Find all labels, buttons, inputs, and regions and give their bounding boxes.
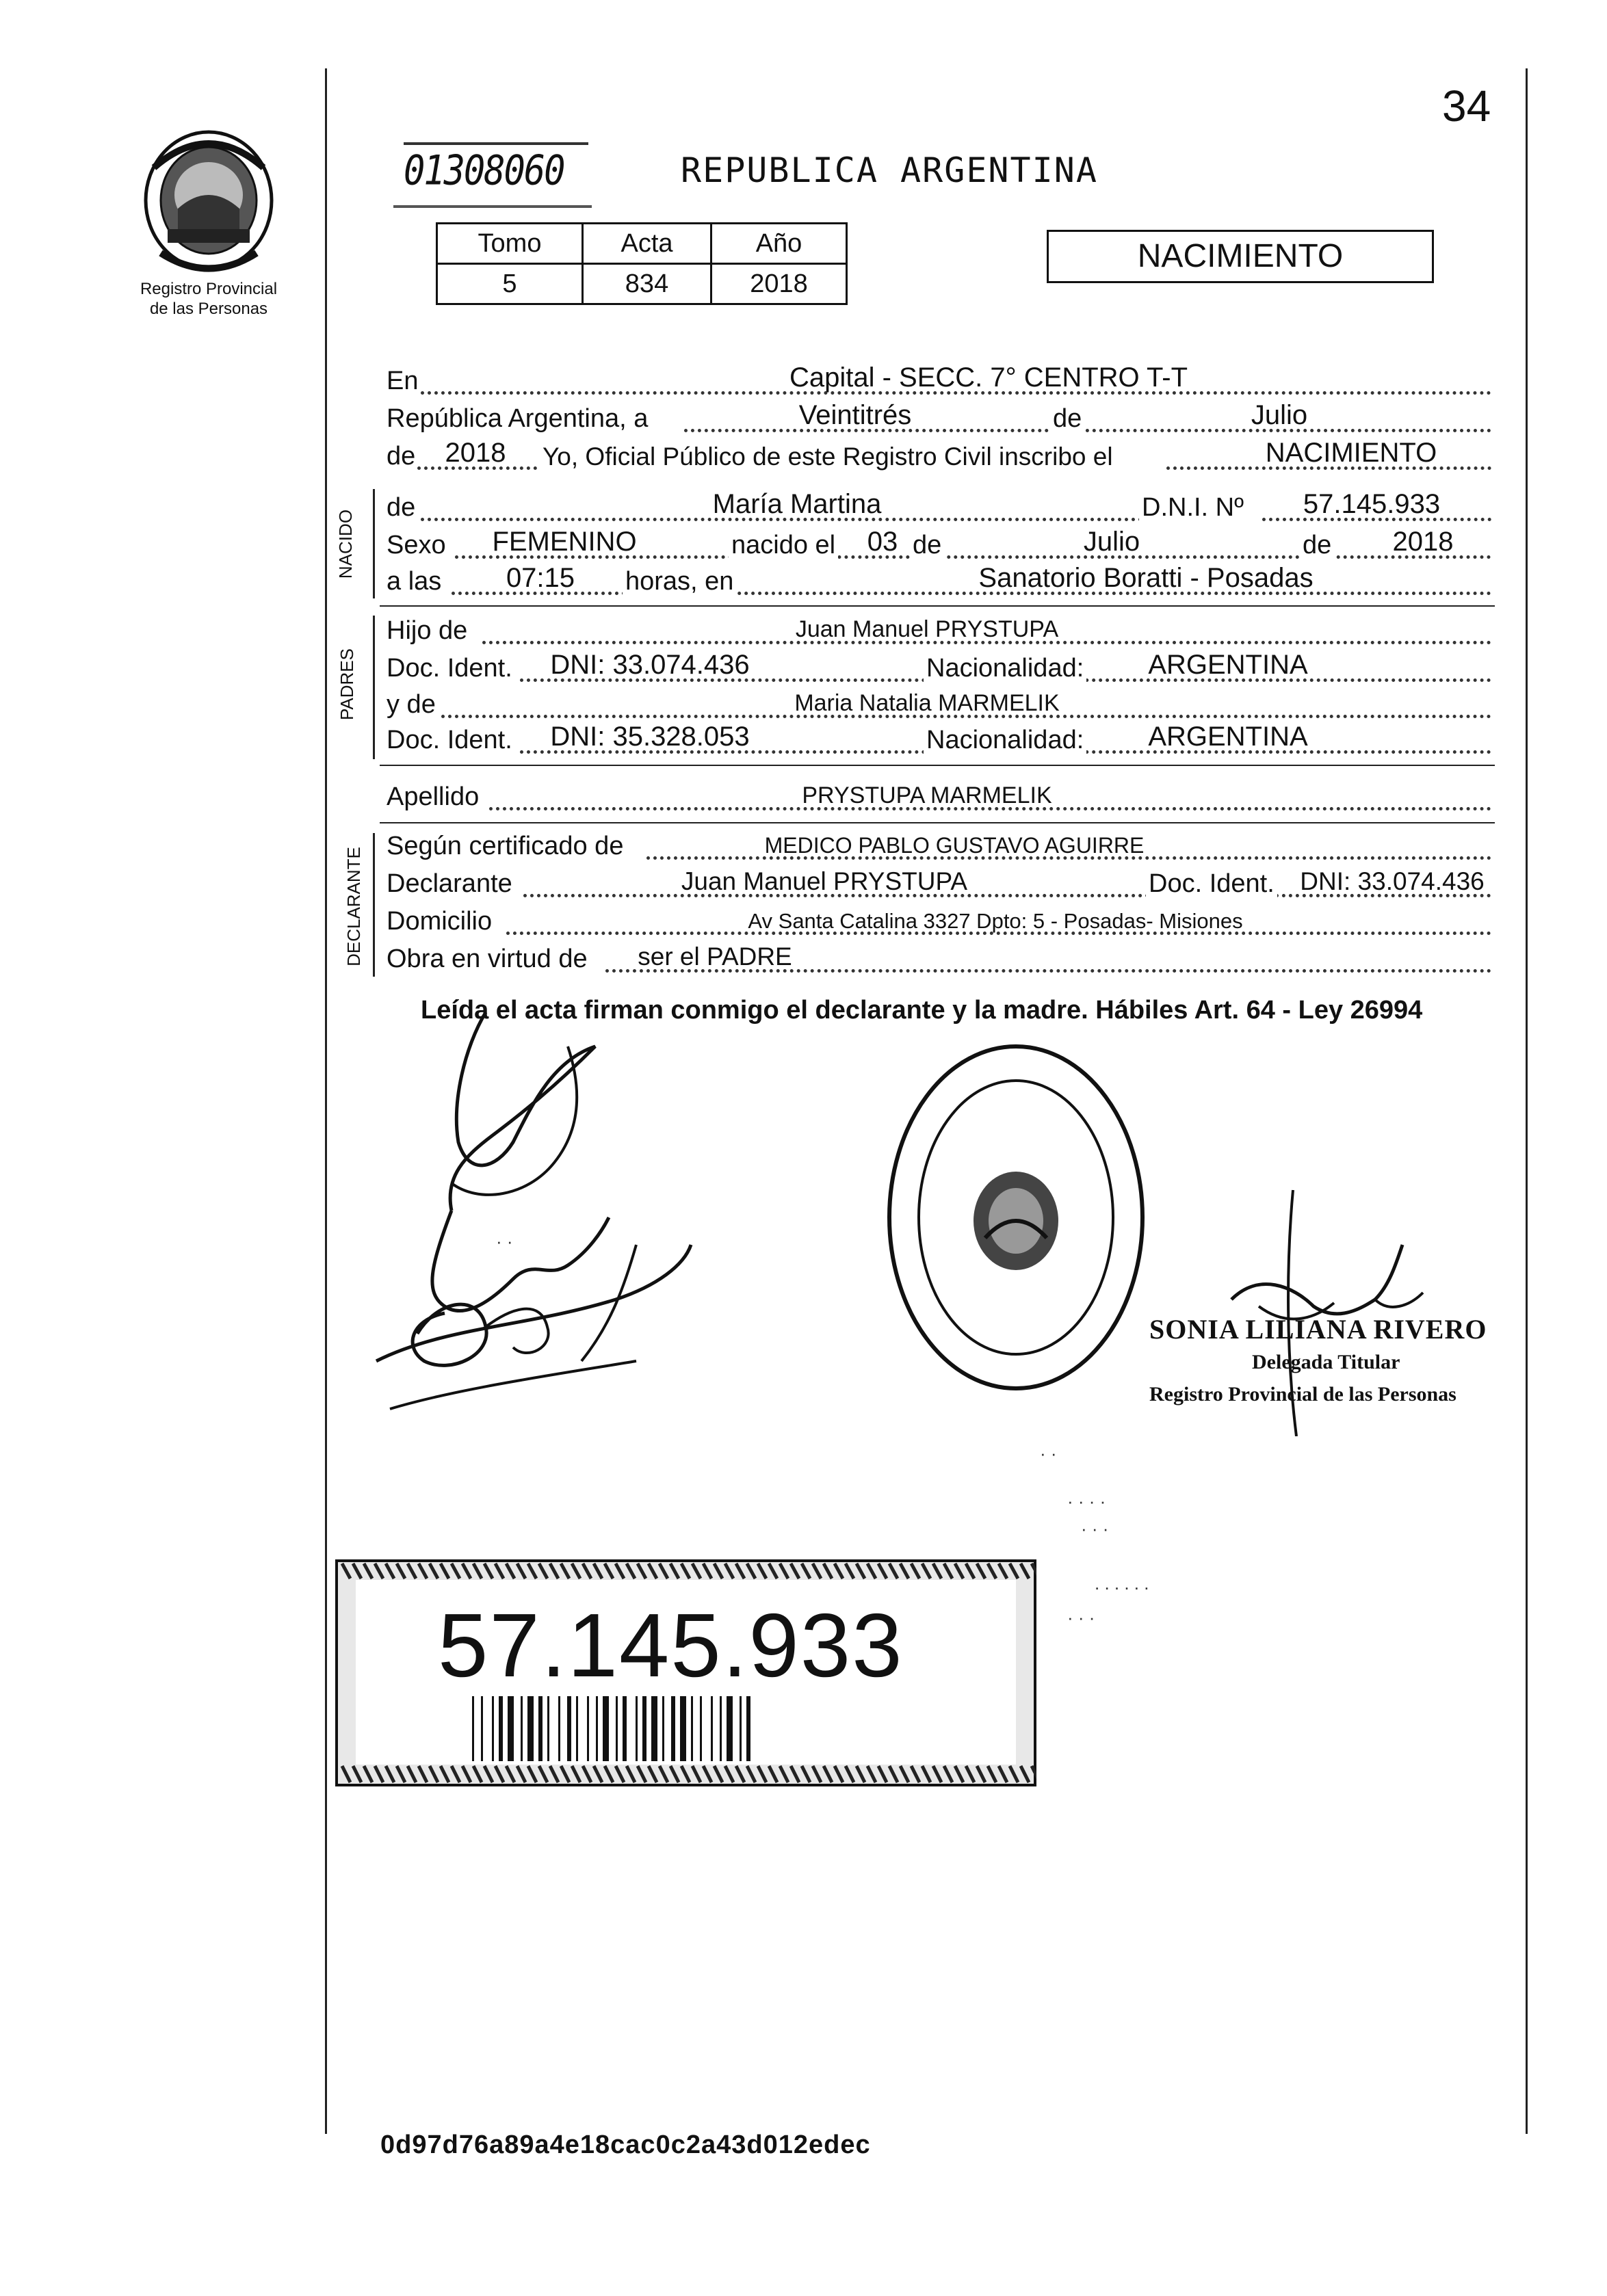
- row-domicilio: [387, 906, 1495, 940]
- scan-speck: · · ·: [1081, 1518, 1109, 1539]
- obra-label: Obra en virtud de: [387, 945, 588, 973]
- row-obra: [387, 944, 1495, 978]
- cert-label: Según certificado de: [387, 832, 624, 860]
- inscribo-value: NACIMIENTO: [1265, 438, 1437, 468]
- barcode-number: 57.145.933: [438, 1595, 904, 1695]
- serial-top-line: [404, 142, 588, 145]
- row-hora: [387, 563, 1495, 601]
- cert-value: MEDICO PABLO GUSTAVO AGUIRRE: [764, 833, 1145, 858]
- table-header-acta: Acta: [583, 224, 711, 264]
- a-las-label: a las: [387, 567, 442, 596]
- row-nacido-name: [387, 489, 1495, 527]
- child-dni: 57.145.933: [1303, 489, 1441, 519]
- document-title: REPUBLICA ARGENTINA: [681, 150, 1098, 190]
- birth-de-label2: de: [1300, 531, 1334, 560]
- de-label: de: [1050, 404, 1084, 434]
- birth-place: Sanatorio Boratti - Posadas: [978, 563, 1314, 593]
- right-margin-line: [1526, 68, 1528, 2134]
- table-header-tomo: Tomo: [437, 224, 583, 264]
- mother-name: Maria Natalia MARMELIK: [794, 690, 1060, 716]
- obra-value: ser el PADRE: [638, 942, 792, 971]
- official-name: SONIA LILIANA RIVERO: [1149, 1314, 1487, 1345]
- day-words: Veintitrés: [798, 400, 912, 430]
- left-margin-line: [325, 68, 327, 2134]
- nacido-section-label: NACIDO: [335, 509, 356, 579]
- closing-text: Leída el acta firman conmigo el declarante y la madre. Hábiles Art. 64 - Ley 26994: [421, 996, 1423, 1025]
- table-value-ano: 2018: [711, 264, 847, 304]
- logo-caption-line2: de las Personas: [149, 300, 268, 318]
- mother-doc: DNI: 35.328.053: [550, 722, 750, 752]
- mother-nationality: ARGENTINA: [1148, 722, 1308, 752]
- document-hash: 0d97d76a89a4e18cac0c2a43d012edec: [380, 2130, 871, 2159]
- dni-label: D.N.I. Nº: [1139, 493, 1246, 523]
- row-declarante: [387, 869, 1495, 903]
- father-nac-label: Nacionalidad:: [924, 654, 1086, 683]
- record-type-box: NACIMIENTO: [1047, 230, 1434, 283]
- domicilio-label: Domicilio: [387, 907, 493, 936]
- father-doc: DNI: 33.074.436: [550, 650, 750, 680]
- nacido-el-label: nacido el: [729, 531, 838, 560]
- y-de-label: y de: [387, 690, 436, 719]
- declarante-label: Declarante: [387, 869, 512, 898]
- sexo-value: FEMENINO: [492, 527, 637, 557]
- inscribo-text: Yo, Oficial Público de este Registro Civil inscribo el: [543, 443, 1113, 471]
- declarante-section-label: DECLARANTE: [343, 847, 364, 966]
- apellido-label: Apellido: [387, 782, 480, 811]
- scan-speck: · ·: [496, 1231, 513, 1252]
- row-republica: [387, 400, 1495, 438]
- year-prefix-label: de: [387, 442, 416, 471]
- logo-caption-line1: Registro Provincial: [140, 280, 278, 298]
- hijo-de-label: Hijo de: [387, 616, 468, 645]
- row-sexo: [387, 527, 1495, 564]
- sexo-label: Sexo: [387, 531, 446, 559]
- official-role: Delegada Titular: [1252, 1351, 1400, 1373]
- scan-speck: . . . . . .: [1095, 1573, 1149, 1594]
- official-registry: Registro Provincial de las Personas: [1149, 1383, 1456, 1406]
- declarante-value: Juan Manuel PRYSTUPA: [681, 867, 968, 895]
- row-inscribo: [387, 438, 1495, 475]
- declarante-divider: [373, 833, 375, 977]
- birth-month: Julio: [1083, 527, 1140, 557]
- birth-de-label: de: [910, 531, 944, 560]
- month-value: Julio: [1251, 400, 1308, 430]
- section-divider: [380, 822, 1495, 823]
- mother-nac-label: Nacionalidad:: [924, 726, 1086, 755]
- decl-doc-value: DNI: 33.074.436: [1300, 867, 1485, 895]
- official-stamp: [883, 1040, 1149, 1395]
- father-name: Juan Manuel PRYSTUPA: [795, 616, 1059, 642]
- year-value: 2018: [445, 438, 506, 468]
- row-hijo: [387, 616, 1495, 650]
- provincial-seal-logo: [140, 127, 277, 274]
- row-father-doc: [387, 650, 1495, 687]
- row-mother-doc: [387, 722, 1495, 759]
- section-divider: [380, 605, 1495, 607]
- birth-day: 03: [867, 527, 898, 557]
- record-table: [436, 222, 848, 305]
- horas-en-label: horas, en: [623, 567, 736, 596]
- republica-label: República Argentina, a: [387, 404, 649, 433]
- scan-speck: · · · ·: [1067, 1491, 1106, 1512]
- padres-divider: [373, 616, 375, 759]
- scan-speck: · ·: [1040, 1443, 1057, 1464]
- row-y-de: [387, 689, 1495, 724]
- serial-bottom-line: [393, 205, 592, 208]
- table-header-ano: Año: [711, 224, 847, 264]
- padres-section-label: PADRES: [337, 648, 357, 720]
- en-label: En: [387, 367, 419, 395]
- father-doc-label: Doc. Ident.: [387, 654, 512, 683]
- nacido-divider: [373, 489, 375, 598]
- logo-caption: [123, 279, 294, 319]
- en-value: Capital - SECC. 7° CENTRO T-T: [789, 362, 1188, 393]
- mother-doc-label: Doc. Ident.: [387, 726, 512, 754]
- page-number: 34: [1442, 81, 1491, 131]
- birth-time: 07:15: [506, 563, 575, 593]
- decl-doc-label: Doc. Ident.: [1146, 869, 1277, 899]
- section-divider: [380, 765, 1495, 766]
- nacido-de-label: de: [387, 493, 416, 522]
- birth-year: 2018: [1392, 527, 1454, 557]
- row-apellido: [387, 782, 1495, 816]
- domicilio-value: Av Santa Catalina 3327 Dpto: 5 - Posadas- Misiones: [748, 909, 1243, 933]
- serial-number: 01308060: [404, 147, 564, 195]
- row-certificado: [387, 831, 1495, 865]
- scan-speck: · · ·: [1067, 1607, 1095, 1628]
- father-nationality: ARGENTINA: [1148, 650, 1308, 680]
- table-value-acta: 834: [583, 264, 711, 304]
- row-en: [387, 362, 1495, 400]
- apellido-value: PRYSTUPA MARMELIK: [802, 782, 1052, 808]
- child-name: María Martina: [712, 489, 882, 519]
- handwritten-signatures: [349, 1005, 705, 1443]
- table-value-tomo: 5: [437, 264, 583, 304]
